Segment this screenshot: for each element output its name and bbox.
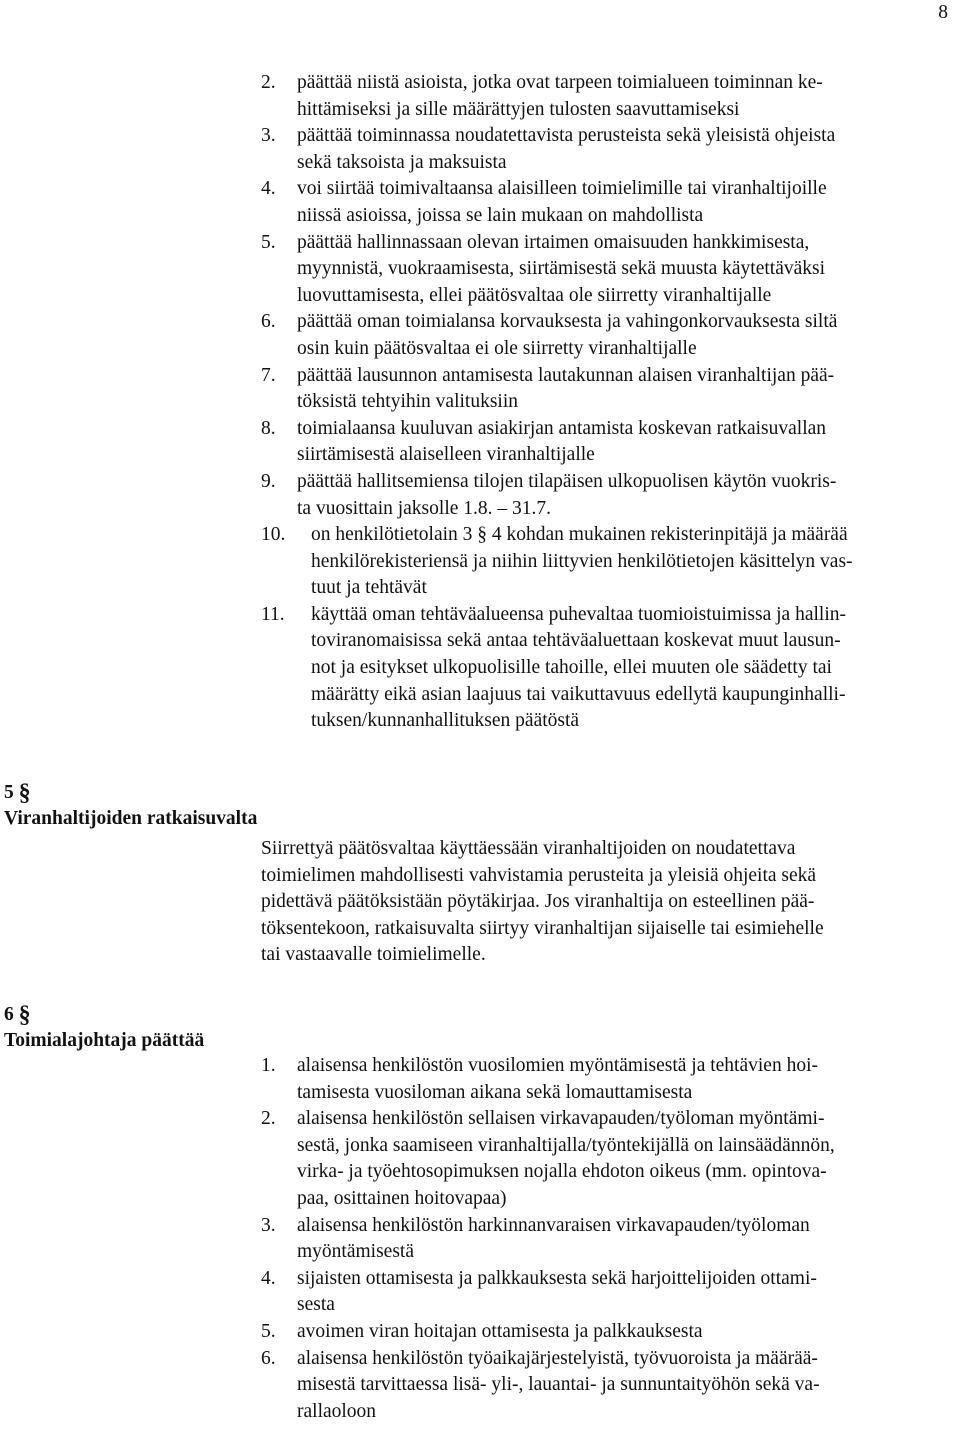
list-item: [261, 1346, 960, 1426]
list-item-number: 4.: [261, 1267, 276, 1289]
list-item-line: tuut ja tehtävät: [311, 577, 427, 599]
page-number: 8: [938, 2, 948, 23]
list-item: [261, 469, 960, 522]
section-5-heading: Viranhaltijoiden ratkaisuvalta: [4, 808, 258, 829]
list-item-number: 1.: [261, 1055, 276, 1076]
list-item-line: päättää toiminnassa noudatettavista perusteista sekä yleisistä ohjeista: [297, 125, 836, 147]
paragraph-line: toimielimen mahdollisesti vahvistamia perusteita ja yleisiä ohjeita sekä: [261, 864, 817, 886]
list-item-line: päättää hallitsemiensa tilojen tilapäisen ulkopuolisen käytön vuokris-: [297, 470, 837, 492]
list-item-line: päättää lausunnon antamisesta lautakunnan alaisen viranhaltijan pää-: [297, 364, 835, 386]
list-item: [261, 1106, 960, 1212]
list-item-line: töksistä tehtyihin valituksiin: [297, 391, 518, 413]
list-item-line: paa, osittainen hoitovapaa): [297, 1187, 507, 1209]
list-item-line: toviranomaisissa sekä antaa tehtäväaluettaan koskevat muut lausun-: [311, 630, 841, 652]
list-item-line: tuksen/kunnanhallituksen päätöstä: [311, 710, 580, 732]
list-item-line: misestä tarvittaessa lisä- yli-, lauantai- ja sunnuntaityöhön sekä va-: [297, 1374, 820, 1396]
list-item-line: alaisensa henkilöstön vuosilomien myöntämisestä ja tehtävien hoi-: [297, 1055, 818, 1076]
list-item-number: 5.: [261, 231, 276, 253]
list-item-line: ta vuosittain jaksolle 1.8. – 31.7.: [297, 497, 552, 519]
list-item-line: on henkilötietolain 3 § 4 kohdan mukainen rekisterinpitäjä ja määrää: [311, 524, 848, 546]
list-item-number: 9.: [261, 470, 276, 492]
list-item-line: toimialaansa kuuluvan asiakirjan antamista koskevan ratkaisuvallan: [297, 417, 827, 439]
list-item-number: 7.: [261, 364, 276, 386]
list-item-line: sekä taksoista ja maksuista: [297, 151, 507, 173]
list-item-line: avoimen viran hoitajan ottamisesta ja palkkauksesta: [297, 1320, 703, 1342]
list-item-line: siirtämisestä alaiselleen viranhaltijalle: [297, 444, 595, 466]
director-decision-list: [261, 1053, 960, 1425]
list-item-number: 3.: [261, 1214, 276, 1236]
list-item-number: 6.: [261, 1347, 276, 1369]
list-item: [261, 602, 960, 735]
list-item: [261, 176, 960, 229]
list-item: [261, 1213, 960, 1266]
list-item-line: sesta: [297, 1294, 335, 1316]
list-item: [261, 1319, 960, 1346]
list-item-number: 3.: [261, 125, 276, 147]
paragraph-line: pidettävä päätöksistään pöytäkirjaa. Jos viranhaltija on esteellinen pää-: [261, 891, 815, 913]
decision-list-continued: [261, 70, 960, 735]
list-item-line: käyttää oman tehtäväalueensa puhevaltaa tuomioistuimissa ja hallin-: [311, 603, 846, 625]
list-item-line: tamisesta vuosiloman aikana sekä lomauttamisesta: [297, 1081, 693, 1103]
list-item-number: 6.: [261, 311, 276, 333]
list-item-line: myöntämisestä: [297, 1241, 414, 1263]
section-5-number: 5 §: [4, 780, 31, 806]
paragraph-line: tai vastaavalle toimielimelle.: [261, 944, 486, 966]
list-item-number: 2.: [261, 72, 276, 93]
section-symbol: §: [18, 1002, 31, 1028]
list-item-line: rallaoloon: [297, 1400, 377, 1422]
list-item-line: määrätty eikä asian laajuus tai vaikuttavuus edellytä kaupunginhalli-: [311, 683, 846, 705]
list-item: [261, 363, 960, 416]
list-item-number: 8.: [261, 417, 276, 439]
list-item: [261, 1266, 960, 1319]
list-item-line: myynnistä, vuokraamisesta, siirtämisestä sekä muusta käytettäväksi: [297, 258, 826, 280]
list-item: [261, 416, 960, 469]
list-item-line: päättää hallinnassaan olevan irtaimen omaisuuden hankkimisesta,: [297, 231, 810, 253]
list-item-line: alaisensa henkilöstön sellaisen virkavapauden/työloman myöntämi-: [297, 1108, 825, 1130]
list-item-line: hittämiseksi ja sille määrättyjen tulosten saavuttamiseksi: [297, 98, 740, 120]
list-item-line: osin kuin päätösvaltaa ei ole siirretty viranhaltijalle: [297, 337, 697, 359]
list-item-line: päättää oman toimialansa korvauksesta ja vahingonkorvauksesta siltä: [297, 311, 838, 333]
section-6-number: 6 §: [4, 1002, 31, 1028]
list-item: [261, 522, 960, 602]
list-item-line: henkilörekisteriensä ja niihin liittyvien henkilötietojen käsittelyn vas-: [311, 550, 853, 572]
list-item: [261, 123, 960, 176]
list-item-number: 5.: [261, 1320, 276, 1342]
paragraph-line: töksentekoon, ratkaisuvalta siirtyy viranhaltijan sijaiselle tai esimiehelle: [261, 917, 824, 939]
list-item-number: 2.: [261, 1108, 276, 1130]
list-item-line: päättää niistä asioista, jotka ovat tarpeen toimialueen toiminnan ke-: [297, 72, 823, 93]
list-item-line: niissä asioissa, joissa se lain mukaan on mahdollista: [297, 204, 704, 226]
list-item-number: 11.: [261, 603, 285, 625]
list-item-number: 4.: [261, 178, 276, 200]
paragraph-line: Siirrettyä päätösvaltaa käyttäessään viranhaltijoiden on noudatettava: [261, 838, 796, 859]
list-item-line: luovuttamisesta, ellei päätösvaltaa ole siirretty viranhaltijalle: [297, 284, 772, 306]
list-item: [261, 70, 960, 123]
section-5-paragraph: [261, 836, 960, 969]
list-item-line: alaisensa henkilöstön harkinnanvaraisen virkavapauden/työloman: [297, 1214, 810, 1236]
list-item-number: 10.: [261, 524, 286, 546]
list-item: [261, 230, 960, 310]
list-item: [261, 1053, 960, 1106]
list-item-line: not ja esitykset ulkopuolisille tahoille, ellei muuten ole säädetty tai: [311, 657, 832, 679]
list-item-line: voi siirtää toimivaltaansa alaisilleen toimielimille tai viranhaltijoille: [297, 178, 827, 200]
section-6-heading: Toimialajohtaja päättää: [4, 1030, 205, 1051]
list-item-line: sijaisten ottamisesta ja palkkauksesta sekä harjoittelijoiden ottami-: [297, 1267, 817, 1289]
list-item-line: sestä, jonka saamiseen viranhaltijalla/työntekijällä on lainsäädännön,: [297, 1134, 835, 1156]
list-item: [261, 309, 960, 362]
list-item-line: alaisensa henkilöstön työaikajärjestelyistä, työvuoroista ja määrää-: [297, 1347, 818, 1369]
section-symbol: §: [18, 780, 31, 806]
list-item-line: virka- ja työehtosopimuksen nojalla ehdoton oikeus (mm. opintova-: [297, 1161, 827, 1183]
